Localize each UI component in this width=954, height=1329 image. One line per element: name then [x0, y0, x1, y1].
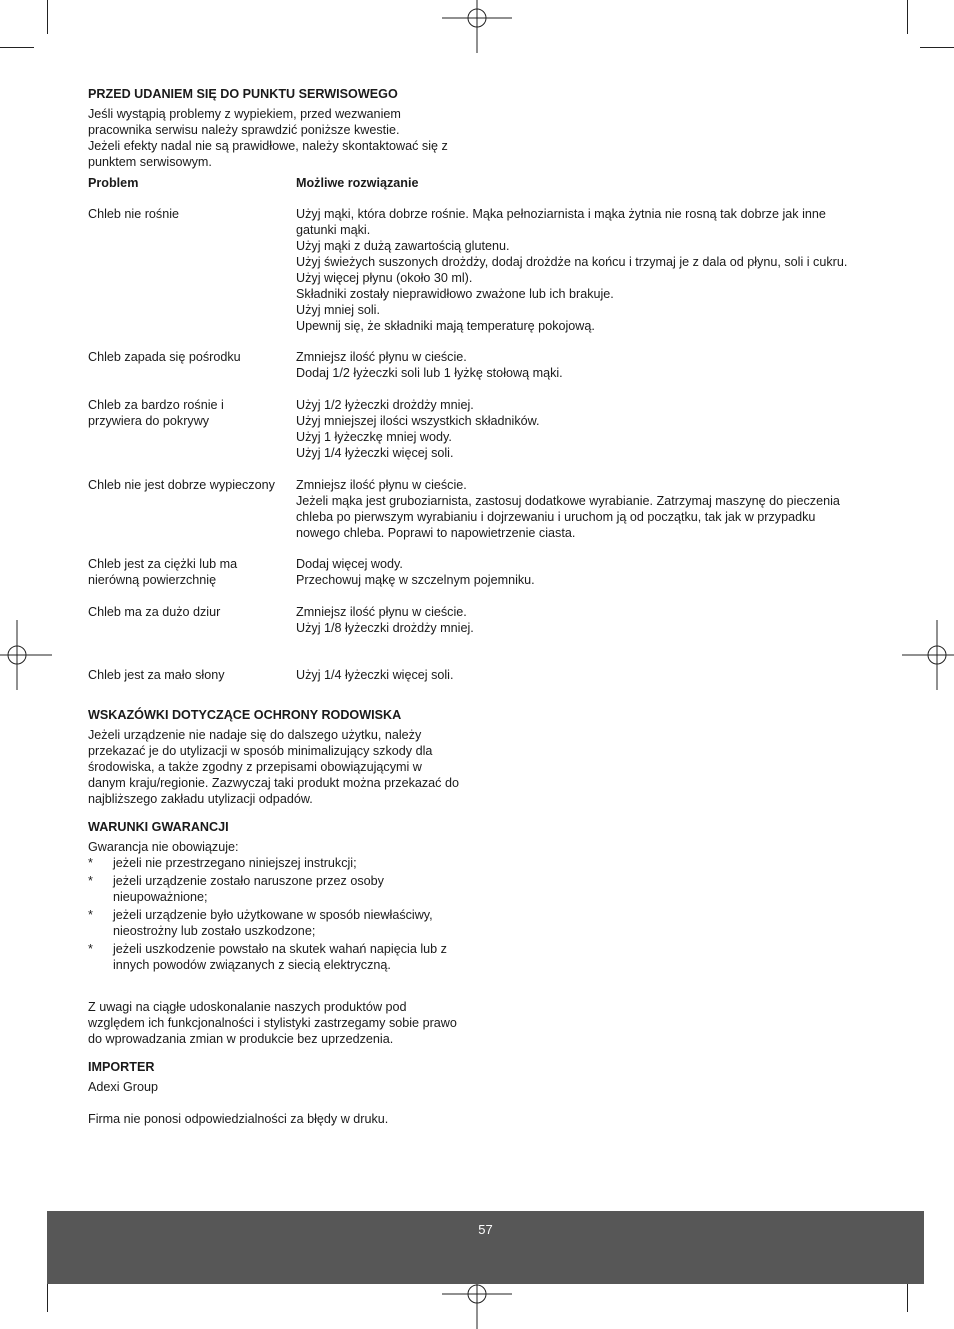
bullet-text: [113, 941, 463, 973]
solution-line: Użyj mąki, która dobrze rośnie. Mąka pełnoziarnista i mąka żytnia nie rosną tak dobrze jak inne: [296, 207, 826, 221]
list-item: [88, 855, 868, 871]
bullet-symbol: *: [88, 942, 93, 956]
problem-line: Chleb jest za ciężki lub ma: [88, 557, 238, 571]
text-line: przekazać je do utylizacji w sposób minimalizujący szkody dla: [88, 744, 433, 758]
solution-line: Dodaj więcej wody.: [296, 557, 403, 571]
problem-cell: [88, 397, 296, 461]
table-row: [88, 397, 868, 461]
text-line: do wprowadzania zmian w produkcie bez uprzedzenia.: [88, 1032, 394, 1046]
bullet-text: [113, 873, 463, 905]
solution-line: Użyj 1/8 łyżeczki drożdży mniej.: [296, 621, 474, 635]
bullet-line: nieupoważnione;: [113, 890, 208, 904]
solution-line: gatunki mąki.: [296, 223, 371, 237]
text-line: Jeżeli efekty nadal nie są prawidłowe, należy skontaktować się z: [88, 139, 448, 153]
list-item: [88, 873, 868, 905]
section-heading-warranty: WARUNKI GWARANCJI: [88, 820, 229, 834]
text-line: najbliższego zakładu utylizacji odpadów.: [88, 792, 313, 806]
problem-line: Chleb jest za mało słony: [88, 668, 225, 682]
text-line: Jeśli wystąpią problemy z wypiekiem, przed wezwaniem: [88, 107, 401, 121]
text-line: względem ich funkcjonalności i stylistyki zastrzegamy sobie prawo: [88, 1016, 457, 1030]
problem-cell: [88, 349, 296, 381]
problem-line: Chleb nie jest dobrze wypieczony: [88, 478, 275, 492]
bullet-symbol: *: [88, 874, 93, 888]
solution-line: Zmniejsz ilość płynu w cieście.: [296, 478, 467, 492]
table-row: [88, 604, 868, 636]
crop-mark: [0, 47, 34, 48]
solution-line: Użyj 1/4 łyżeczki więcej soli.: [296, 668, 454, 682]
bullet-line: jeżeli uszkodzenie powstało na skutek wahań napięcia lub z: [113, 942, 447, 956]
solution-line: Użyj świeżych suszonych drożdży, dodaj drożdże na końcu i trzymaj je z dala od płynu, soli i cukru.: [296, 255, 848, 269]
solution-cell: [296, 556, 866, 588]
table-row: [88, 206, 868, 334]
warranty-intro: Gwarancja nie obowiązuje:: [88, 840, 239, 854]
crop-mark: [47, 0, 48, 34]
bullet-line: jeżeli urządzenie zostało naruszone przez osoby: [113, 874, 384, 888]
text-line: danym kraju/regionie. Zazwyczaj taki produkt można przekazać do: [88, 776, 459, 790]
page-content: [88, 86, 868, 1127]
solution-line: Użyj mniej soli.: [296, 303, 380, 317]
solution-line: chleba po pierwszym wyrabianiu i dojrzewaniu i uruchom ją od początku, tak jak w przypadku: [296, 510, 816, 524]
crop-mark: [907, 0, 908, 34]
problem-cell: [88, 477, 296, 541]
solution-line: Składniki zostały nieprawidłowo zważone lub ich brakuje.: [296, 287, 614, 301]
text-line: punktem serwisowym.: [88, 155, 212, 169]
solution-line: Dodaj 1/2 łyżeczki soli lub 1 łyżkę stołową mąki.: [296, 366, 563, 380]
bullet-symbol: *: [88, 908, 93, 922]
text-line: Jeżeli urządzenie nie nadaje się do dalszego użytku, należy: [88, 728, 422, 742]
registration-mark-icon: [442, 0, 512, 53]
problem-line: Chleb zapada się pośrodku: [88, 350, 241, 364]
table-row: [88, 556, 868, 588]
text-line: Z uwagi na ciągłe udoskonalanie naszych produktów pod: [88, 1000, 407, 1014]
bullet-line: nieostrożny lub zostało uszkodzone;: [113, 924, 316, 938]
text-line: pracownika serwisu należy sprawdzić poniższe kwestie.: [88, 123, 400, 137]
problem-cell: [88, 556, 296, 588]
registration-mark-icon: [902, 620, 954, 690]
problem-cell: [88, 667, 296, 683]
solution-line: Użyj 1/2 łyżeczki drożdży mniej.: [296, 398, 474, 412]
list-item: [88, 941, 868, 973]
footer-bar: [47, 1211, 924, 1284]
registration-mark-icon: [0, 620, 52, 690]
solution-cell: [296, 349, 866, 381]
section-heading-service: PRZED UDANIEM SIĘ DO PUNKTU SERWISOWEGO: [88, 87, 398, 101]
page-number: 57: [478, 1222, 493, 1237]
troubleshooting-table: [88, 175, 868, 683]
column-header-problem: Problem: [88, 176, 139, 190]
text-line: środowiska, a także zgodny z przepisami obowiązującymi w: [88, 760, 422, 774]
warranty-closing: [88, 999, 468, 1047]
bullet-line: innych powodów związanych z siecią elektryczną.: [113, 958, 391, 972]
problem-line: Chleb ma za dużo dziur: [88, 605, 221, 619]
table-row: [88, 349, 868, 381]
service-intro: [88, 106, 468, 170]
solution-line: Użyj mniejszej ilości wszystkich składników.: [296, 414, 540, 428]
solution-line: Przechowuj mąkę w szczelnym pojemniku.: [296, 573, 535, 587]
problem-line: Chleb nie rośnie: [88, 207, 180, 221]
solution-line: Użyj mąki z dużą zawartością glutenu.: [296, 239, 510, 253]
bullet-line: jeżeli nie przestrzegano niniejszej instrukcji;: [113, 856, 357, 870]
solution-line: Jeżeli mąka jest gruboziarnista, zastosuj dodatkowe wyrabianie. Zatrzymaj maszynę do pieczenia: [296, 494, 840, 508]
problem-line: przywiera do pokrywy: [88, 414, 210, 428]
solution-cell: [296, 397, 866, 461]
importer-company: Adexi Group: [88, 1080, 159, 1094]
environment-text: [88, 727, 468, 807]
problem-line: Chleb za bardzo rośnie i: [88, 398, 224, 412]
section-heading-environment: WSKAZÓWKI DOTYCZĄCE OCHRONY RODOWISKA: [88, 708, 402, 722]
problem-cell: [88, 206, 296, 334]
solution-cell: [296, 206, 866, 334]
bullet-text: [113, 855, 463, 871]
solution-cell: [296, 667, 866, 683]
solution-line: Użyj więcej płynu (około 30 ml).: [296, 271, 473, 285]
crop-mark: [920, 47, 954, 48]
solution-line: Zmniejsz ilość płynu w cieście.: [296, 350, 467, 364]
list-item: [88, 907, 868, 939]
solution-line: Użyj 1 łyżeczkę mniej wody.: [296, 430, 452, 444]
bullet-text: [113, 907, 463, 939]
solution-line: Upewnij się, że składniki mają temperaturę pokojową.: [296, 319, 595, 333]
solution-cell: [296, 604, 866, 636]
table-row: [88, 667, 868, 683]
solution-line: Zmniejsz ilość płynu w cieście.: [296, 605, 467, 619]
table-row: [88, 477, 868, 541]
table-header: [88, 175, 868, 191]
column-header-solution: Możliwe rozwiązanie: [296, 176, 419, 190]
bullet-line: jeżeli urządzenie było użytkowane w sposób niewłaściwy,: [113, 908, 433, 922]
bullet-symbol: *: [88, 856, 93, 870]
problem-cell: [88, 604, 296, 636]
solution-line: Użyj 1/4 łyżeczki więcej soli.: [296, 446, 454, 460]
section-heading-importer: IMPORTER: [88, 1060, 155, 1074]
print-disclaimer: Firma nie ponosi odpowiedzialności za błędy w druku.: [88, 1112, 389, 1126]
solution-line: nowego chleba. Poprawi to napowietrzenie ciasta.: [296, 526, 576, 540]
solution-cell: [296, 477, 866, 541]
problem-line: nierówną powierzchnię: [88, 573, 217, 587]
